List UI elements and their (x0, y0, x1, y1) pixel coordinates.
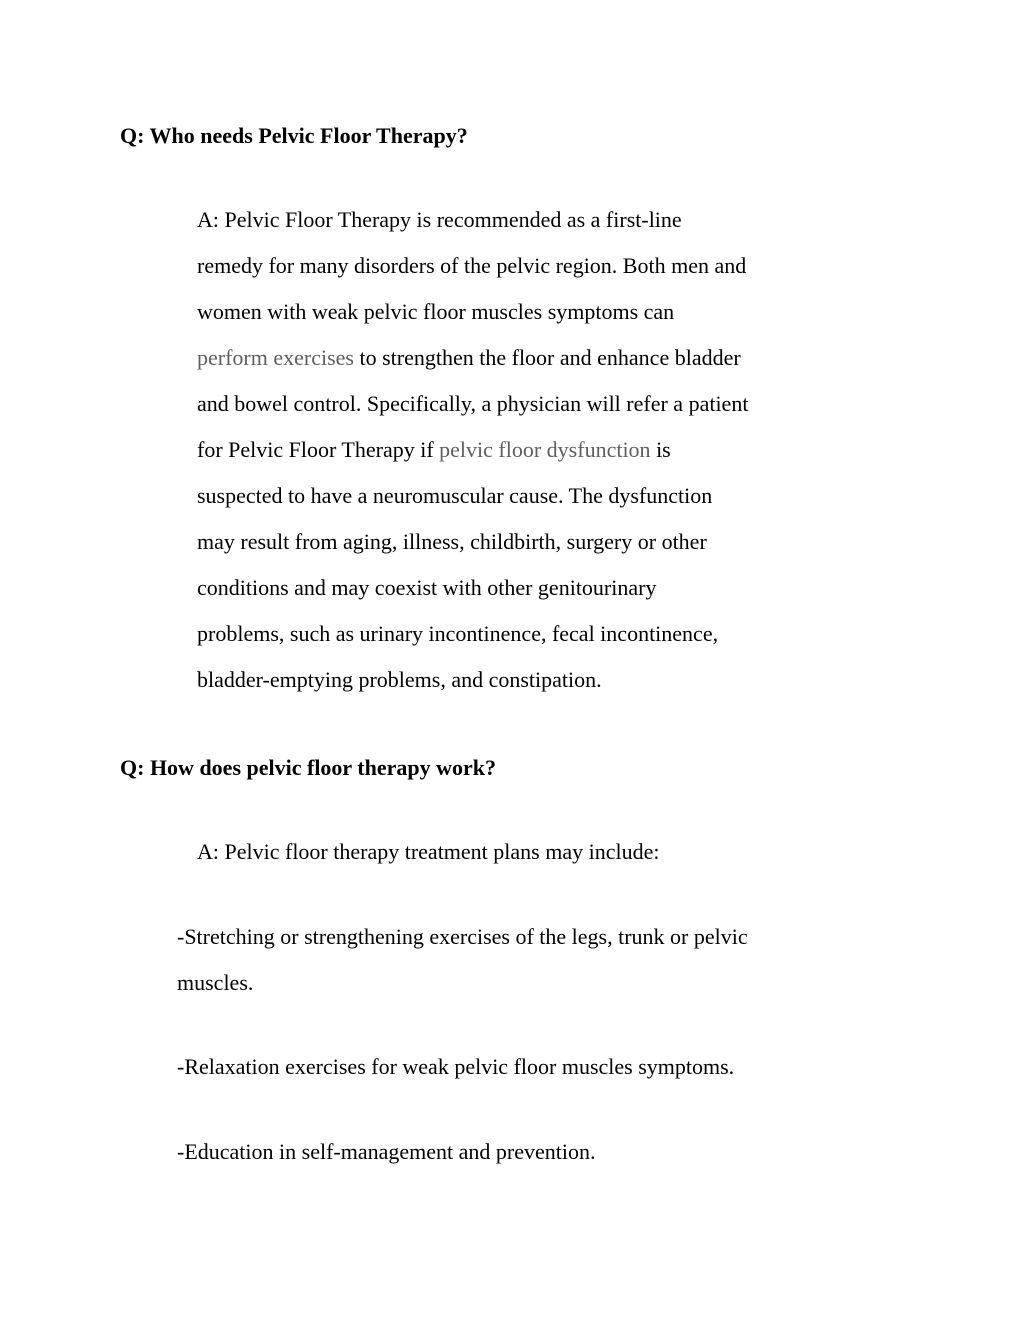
answer-line (197, 335, 847, 381)
list-item-line: -Education in self-management and prevention. (177, 1139, 596, 1164)
answer-text: is (650, 437, 671, 462)
list-item-relaxation (177, 1044, 734, 1090)
answer-line: suspected to have a neuromuscular cause. The dysfunction (197, 483, 713, 508)
list-item-line: muscles. (177, 970, 254, 995)
answer-who-needs (197, 197, 847, 703)
answer-line: may result from aging, illness, childbirth, surgery or other (197, 529, 707, 554)
answer-line (197, 427, 847, 473)
answer-line: remedy for many disorders of the pelvic region. Both men and (197, 253, 747, 278)
answer-line: women with weak pelvic floor muscles symptoms can (197, 299, 675, 324)
answer-text: to strengthen the floor and enhance bladder (353, 345, 741, 370)
list-item-education (177, 1129, 595, 1175)
answer-line: conditions and may coexist with other genitourinary (197, 575, 657, 600)
answer-line: and bowel control. Specifically, a physician will refer a patient (197, 391, 749, 416)
list-item-line: -Stretching or strengthening exercises of the legs, trunk or pelvic (177, 924, 748, 949)
answer-intro: A: Pelvic floor therapy treatment plans may include: (197, 839, 660, 864)
list-item-stretching (177, 914, 748, 1006)
answer-line: problems, such as urinary incontinence, fecal incontinence, (197, 621, 719, 646)
answer-how-does-it-work (197, 829, 847, 875)
perform-exercises-link[interactable]: perform exercises (197, 345, 354, 370)
question-how-does-it-work: Q: How does pelvic floor therapy work? (120, 755, 497, 780)
pelvic-floor-dysfunction-link[interactable]: pelvic floor dysfunction (439, 437, 651, 462)
question-who-needs: Q: Who needs Pelvic Floor Therapy? (120, 123, 468, 148)
answer-line: bladder-emptying problems, and constipation. (197, 667, 602, 692)
answer-line: A: Pelvic Floor Therapy is recommended as a first-line (197, 207, 682, 232)
answer-text: for Pelvic Floor Therapy if (197, 437, 440, 462)
list-item-line: -Relaxation exercises for weak pelvic floor muscles symptoms. (177, 1054, 735, 1079)
